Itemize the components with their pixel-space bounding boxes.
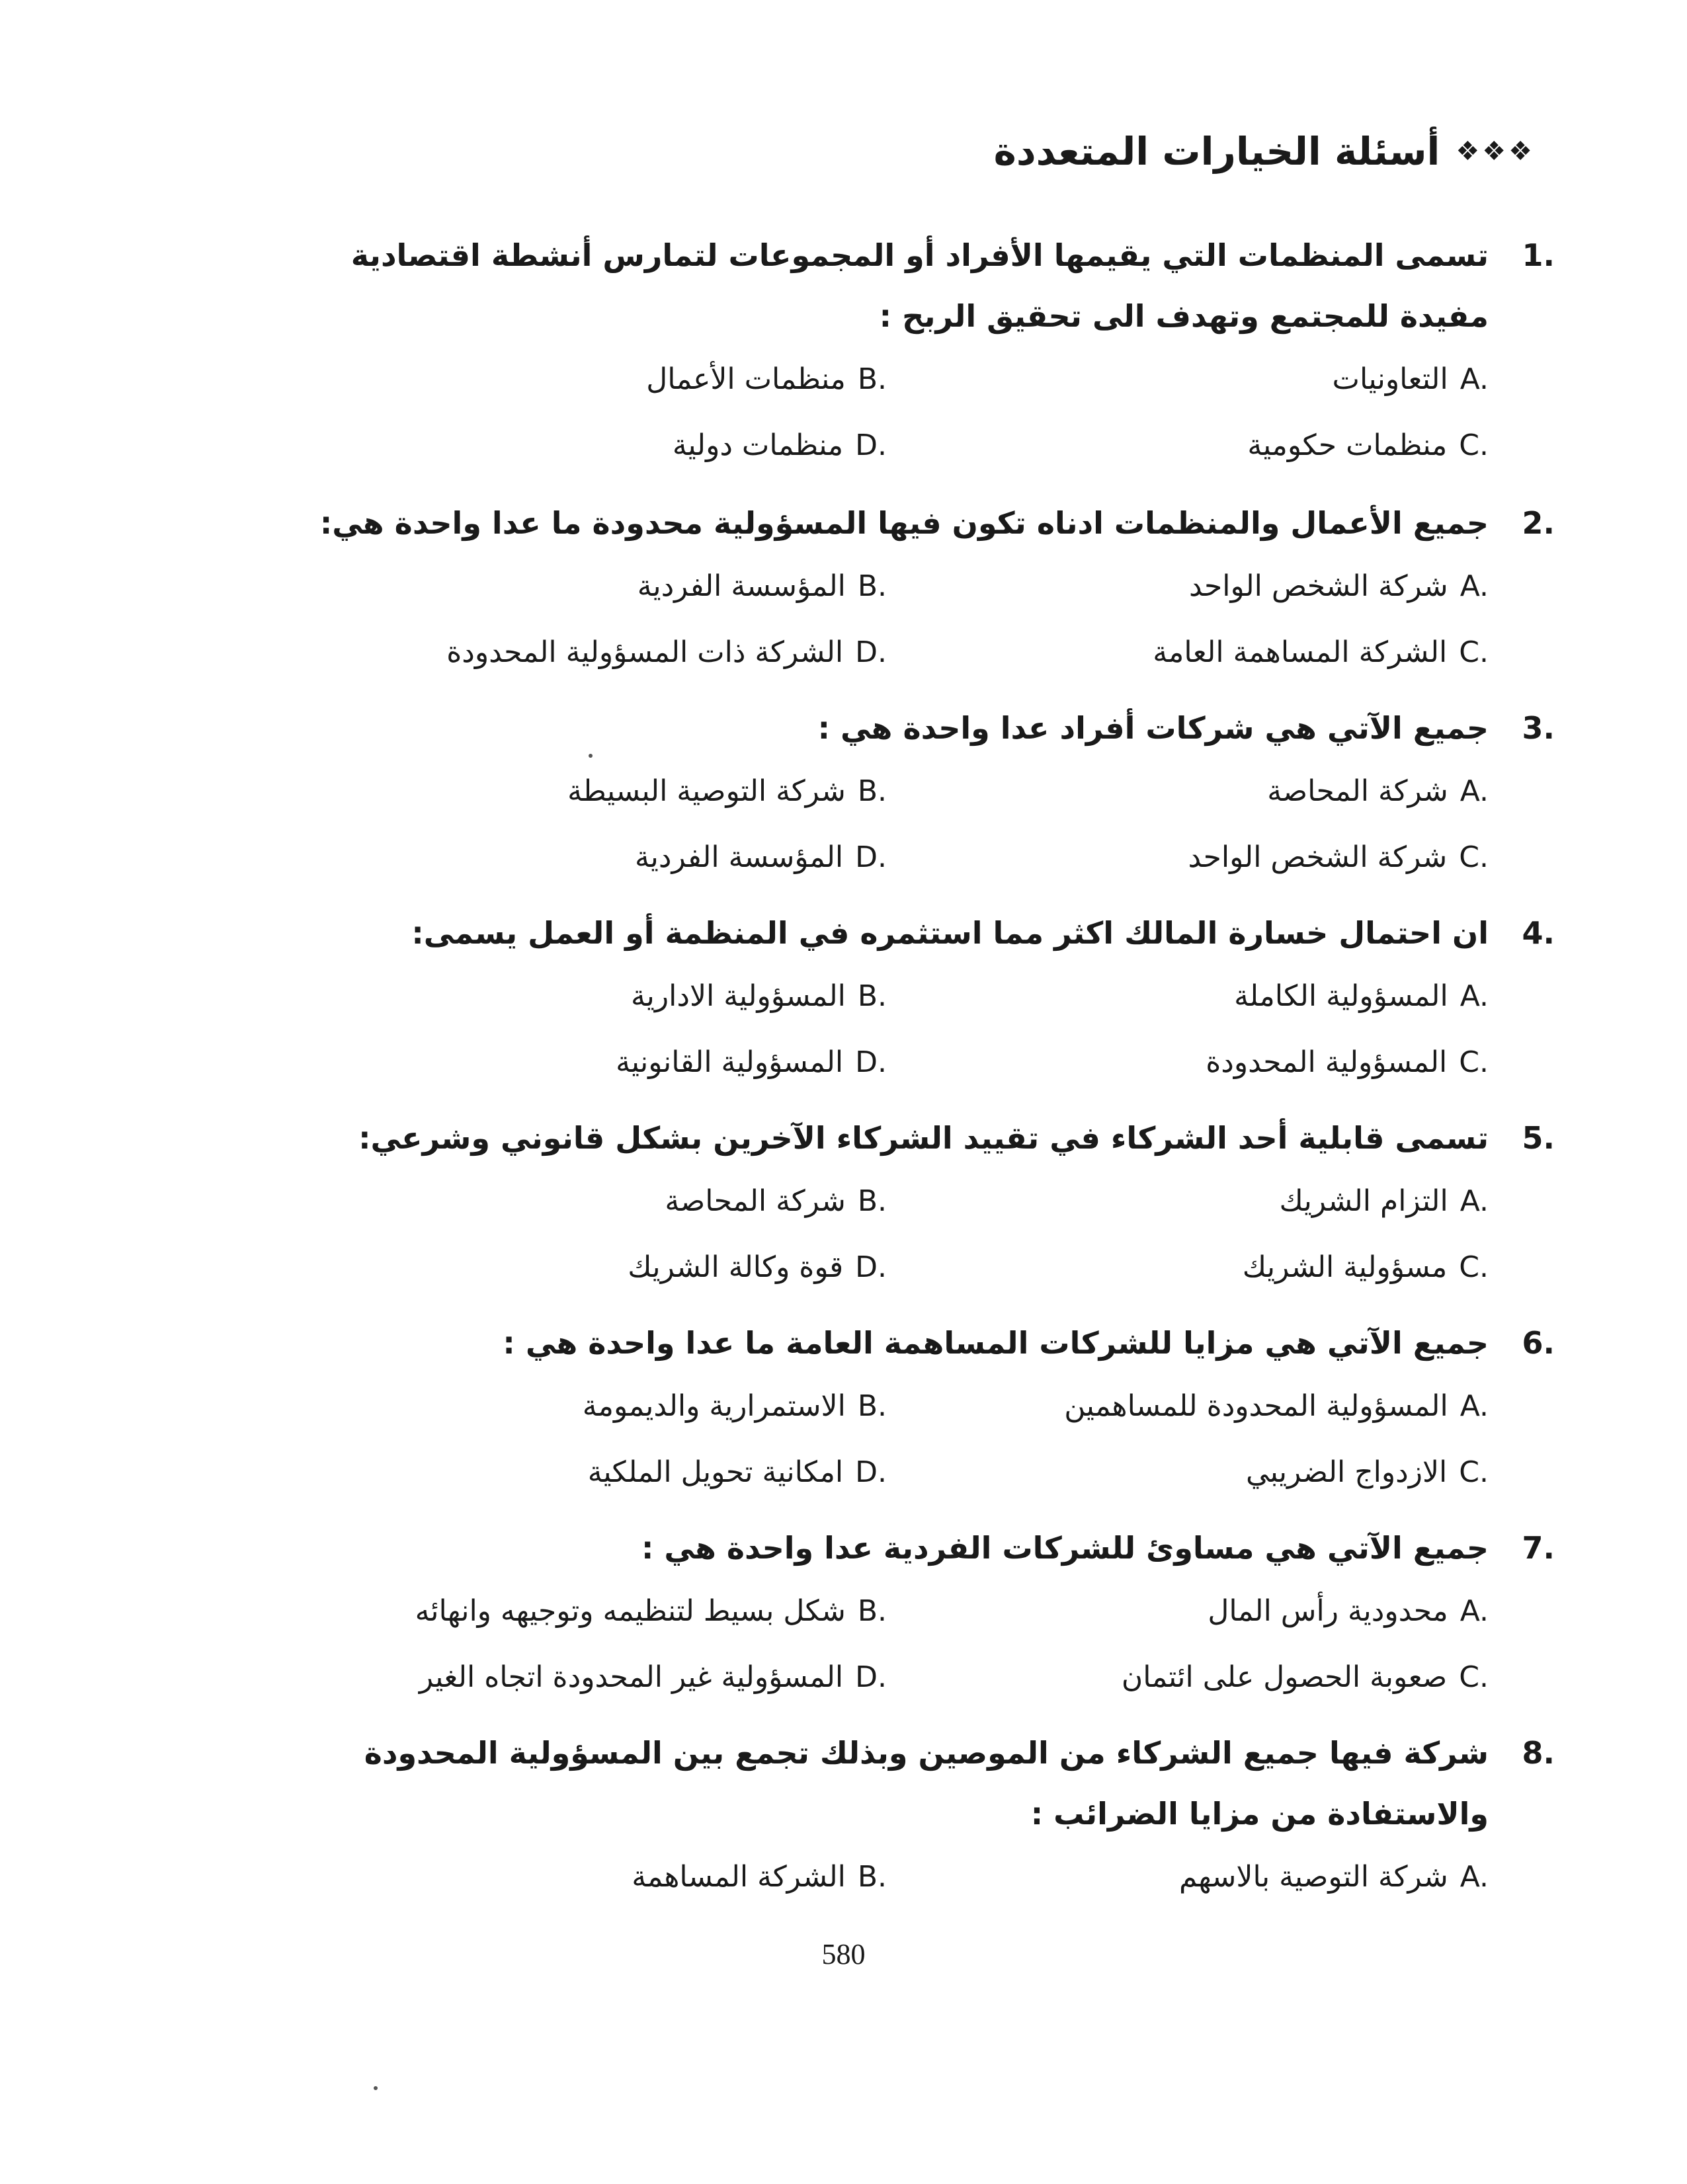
options-grid — [291, 553, 1555, 686]
scan-speck — [374, 2086, 378, 2090]
option-b: B.الاستمرارية والديمومة — [582, 1389, 887, 1423]
options-grid — [291, 1844, 1555, 1910]
question-number: 6. — [1522, 1325, 1555, 1361]
section-heading — [994, 129, 1535, 174]
option-d: D.امكانية تحويل الملكية — [587, 1455, 887, 1489]
question-7 — [291, 1517, 1555, 1711]
option-c: C.المسؤولية المحدودة — [1206, 1045, 1489, 1079]
question-text: جميع الآتي هي مزايا للشركات المساهمة العامة ما عدا واحدة هي : — [503, 1325, 1489, 1361]
option-b: B.المسؤولية الادارية — [631, 979, 887, 1013]
option-d: D.الشركة ذات المسؤولية المحدودة — [446, 635, 887, 669]
option-c: C.شركة الشخص الواحد — [1188, 840, 1489, 874]
option-c: C.مسؤولية الشريك — [1242, 1250, 1489, 1284]
option-d: D.المسؤولية غير المحدودة اتجاه الغير — [419, 1660, 887, 1694]
page-number: 580 — [821, 1938, 866, 1970]
option-b: B.شكل بسيط لتنظيمه وتوجيهه وانهائه — [415, 1594, 887, 1628]
question-text: جميع الآتي هي شركات أفراد عدا واحدة هي : — [817, 710, 1489, 746]
question-number: 5. — [1522, 1120, 1555, 1156]
question-number: 2. — [1522, 505, 1555, 541]
question-6 — [291, 1313, 1555, 1506]
option-a: A.شركة المحاصة — [1267, 774, 1489, 808]
question-number: 1. — [1522, 237, 1555, 273]
question-number: 7. — [1522, 1530, 1555, 1566]
option-b: B.شركة التوصية البسيطة — [567, 774, 887, 808]
option-b: B.الشركة المساهمة — [632, 1860, 887, 1894]
options-grid — [291, 1373, 1555, 1506]
options-grid — [291, 346, 1555, 479]
option-b: B.شركة المحاصة — [665, 1184, 887, 1218]
option-d: D.منظمات دولية — [672, 428, 887, 462]
question-text: جميع الأعمال والمنظمات ادناه تكون فيها المسؤولية محدودة ما عدا واحدة هي: — [319, 505, 1489, 541]
question-text: تسمى قابلية أحد الشركاء في تقييد الشركاء الآخرين بشكل قانوني وشرعي: — [358, 1120, 1489, 1156]
question-text: ان احتمال خسارة المالك اكثر مما استثمره في المنظمة أو العمل يسمى: — [411, 915, 1489, 951]
question-8 — [291, 1722, 1555, 1910]
option-c: C.الازدواج الضريبي — [1245, 1455, 1489, 1489]
option-b: B.منظمات الأعمال — [646, 362, 887, 396]
scan-speck — [589, 754, 593, 758]
option-a: A.التعاونيات — [1332, 362, 1489, 396]
question-3 — [291, 698, 1555, 891]
diamond-ornament-icon: ❖❖❖ — [1456, 136, 1535, 167]
section-title: أسئلة الخيارات المتعددة — [993, 129, 1440, 174]
question-2 — [291, 493, 1555, 686]
question-text: شركة فيها جميع الشركاء من الموصين وبذلك تجمع بين المسؤولية المحدودة والاستفادة من مزايا الضرائب : — [364, 1735, 1489, 1832]
options-grid — [291, 1578, 1555, 1711]
option-d: D.المسؤولية القانونية — [616, 1045, 887, 1079]
options-grid — [291, 963, 1555, 1096]
option-a: A.المسؤولية الكاملة — [1234, 979, 1489, 1013]
question-text: تسمى المنظمات التي يقيمها الأفراد أو المجموعات لتمارس أنشطة اقتصادية مفيدة للمجتمع وتهدف الى تحقيق الربح : — [350, 237, 1489, 334]
option-a: A.شركة التوصية بالاسهم — [1178, 1860, 1489, 1894]
option-c: C.الشركة المساهمة العامة — [1153, 635, 1489, 669]
question-5 — [291, 1108, 1555, 1301]
options-grid — [291, 758, 1555, 891]
option-a: A.التزام الشريك — [1279, 1184, 1489, 1218]
option-a: A.شركة الشخص الواحد — [1188, 569, 1489, 603]
option-a: A.محدودية رأس المال — [1208, 1594, 1489, 1628]
question-text: جميع الآتي هي مساوئ للشركات الفردية عدا واحدة هي : — [641, 1530, 1489, 1566]
option-c: C.منظمات حكومية — [1247, 428, 1489, 462]
option-d: D.قوة وكالة الشريك — [628, 1250, 887, 1284]
option-b: B.المؤسسة الفردية — [637, 569, 887, 603]
option-c: C.صعوبة الحصول على ائتمان — [1121, 1660, 1489, 1694]
question-number: 3. — [1522, 710, 1555, 746]
options-grid — [291, 1168, 1555, 1301]
question-number: 8. — [1522, 1735, 1555, 1771]
question-number: 4. — [1522, 915, 1555, 951]
option-a: A.المسؤولية المحدودة للمساهمين — [1064, 1389, 1489, 1423]
option-d: D.المؤسسة الفردية — [635, 840, 887, 874]
question-4 — [291, 903, 1555, 1096]
question-1 — [291, 225, 1555, 479]
